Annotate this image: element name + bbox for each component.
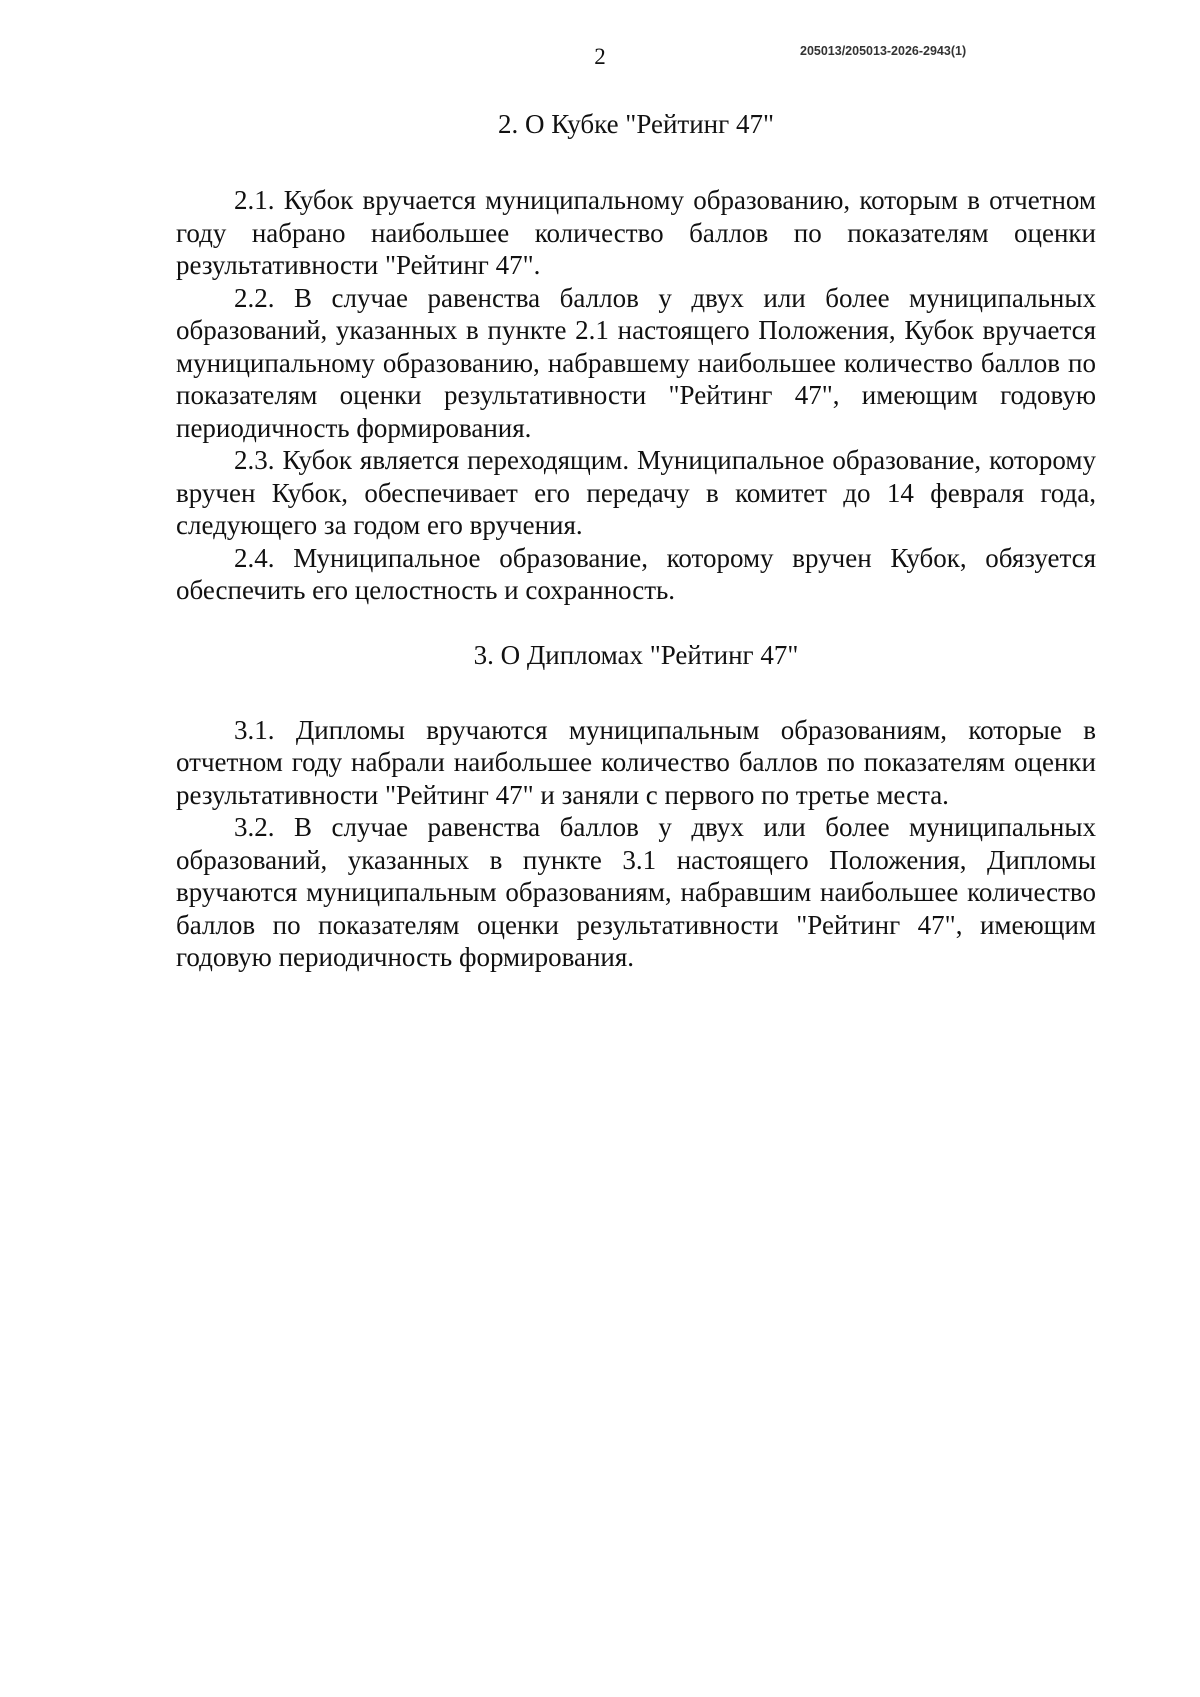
paragraph-3-1: 3.1. Дипломы вручаются муниципальным образованиям, которые в отчетном году набрали наибольшее количество баллов по показателям оценки результативности "Рейтинг 47" и заняли с первого по третье места. xyxy=(176,714,1096,810)
section-heading-cup: 2. О Кубке "Рейтинг 47" xyxy=(498,109,774,139)
paragraph-2-1: 2.1. Кубок вручается муниципальному образованию, которым в отчетном году набрано наибольшее количество баллов по показателям оценки результативности "Рейтинг 47". xyxy=(176,185,1096,280)
document-id: 205013/205013-2026-2943(1) xyxy=(800,44,967,58)
page-number: 2 xyxy=(594,44,606,69)
document-body xyxy=(176,108,1096,974)
paragraph-3-2: 3.2. В случае равенства баллов у двух или более муниципальных образований, указанных в пункте 3.1 настоящего Положения, Дипломы вручаются муниципальным образованиям, набравшим наибольшее количество баллов по показателям оценки результативности "Рейтинг 47", имеющим годовую периодичность формирования. xyxy=(176,812,1096,972)
paragraph-2-4: 2.4. Муниципальное образование, которому вручен Кубок, обязуется обеспечить его целостность и сохранность. xyxy=(176,542,1096,605)
paragraph-2-2: 2.2. В случае равенства баллов у двух или более муниципальных образований, указанных в пункте 2.1 настоящего Положения, Кубок вручается муниципальному образованию, набравшему наибольшее количество баллов по показателям оценки результативности "Рейтинг 47", имеющим годовую периодичность формирования. xyxy=(176,282,1096,443)
paragraph-2-3: 2.3. Кубок является переходящим. Муниципальное образование, которому вручен Кубок, обеспечивает его передачу в комитет до 14 февраля года, следующего за годом его вручения. xyxy=(176,445,1096,540)
section-heading-diplomas: 3. О Дипломах "Рейтинг 47" xyxy=(473,639,799,670)
